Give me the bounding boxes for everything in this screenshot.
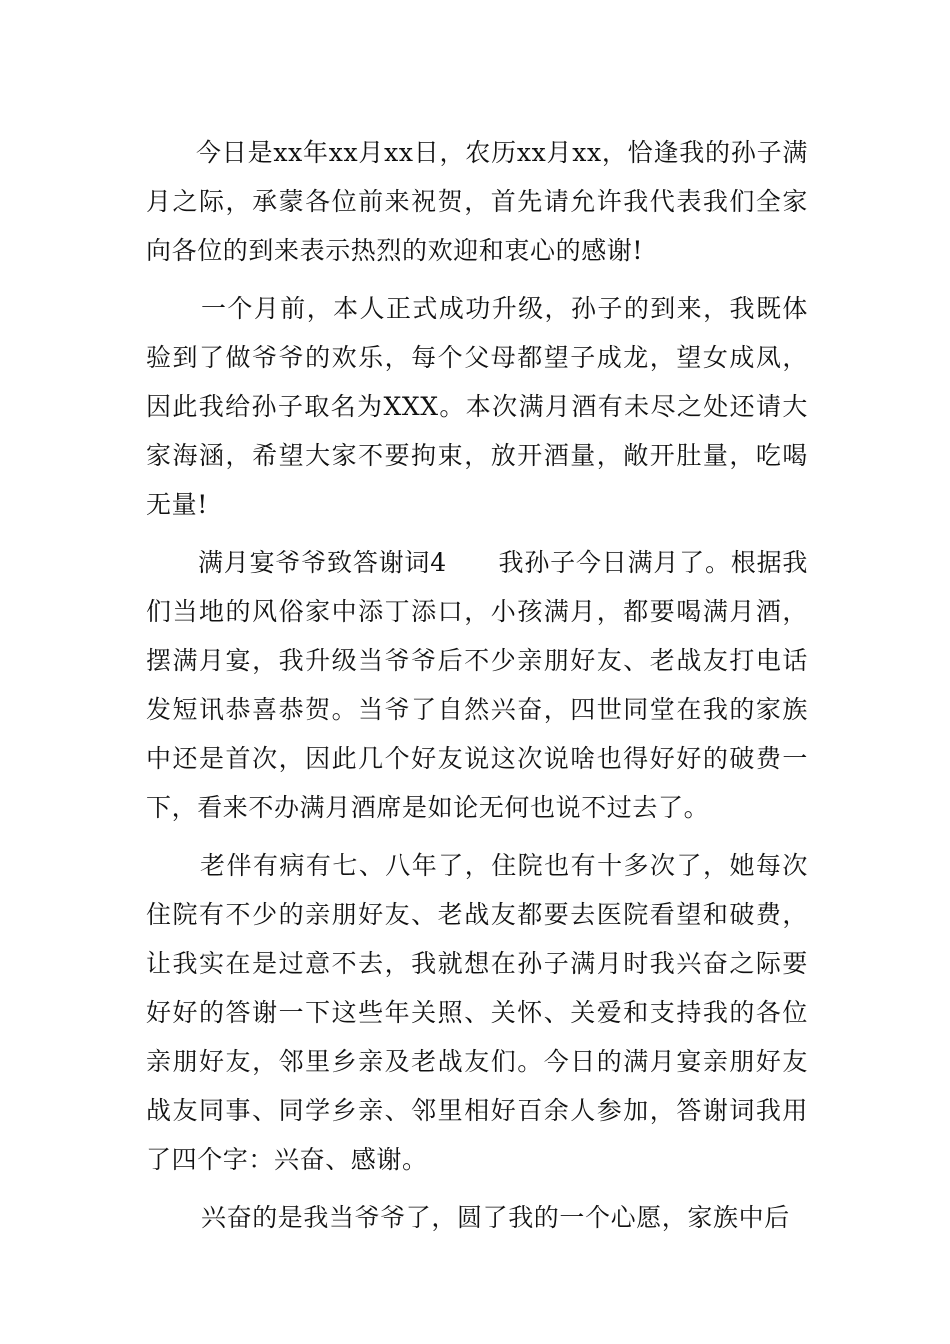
- paragraph-wife-illness: 老伴有病有七、八年了，住院也有十多次了，她每次住院有不少的亲朋好友、老战友都要去医院看望和破费，让我实在是过意不去，我就想在孙子满月时我兴奋之际要好好的答谢一下这些年关照、关怀、关爱和支持我的各位亲朋好友，邻里乡亲及老战友们。今日的满月宴亲朋好友战友同事、同学乡亲、邻里相好百余人参加，答谢词我用了四个字：兴奋、感谢。: [146, 851, 808, 1174]
- paragraph-upgrade: 一个月前，本人正式成功升级，孙子的到来，我既体验到了做爷爷的欢乐，每个父母都望子成龙，望女成凤，因此我给孙子取名为XXX。本次满月酒有未尽之处还请大家海涵，希望大家不要拘束，放开酒量，敞开肚量，吃喝无量!: [146, 294, 808, 519]
- document-body: [146, 128, 808, 1251]
- paragraph-thanks-speech: 满月宴爷爷致答谢词4 我孙子今日满月了。根据我们当地的风俗家中添丁添口，小孩满月，都要喝满月酒，摆满月宴，我升级当爷爷后不少亲朋好友、老战友打电话发短讯恭喜恭贺。当爷了自然兴奋，四世同堂在我的家族中还是首次，因此几个好友说这次说啥也得好好的破费一下，看来不办满月酒席是如论无何也说不过去了。: [146, 548, 808, 822]
- paragraph-excitement: 兴奋的是我当爷爷了，圆了我的一个心愿，家族中后: [201, 1203, 790, 1232]
- paragraph-welcome: 今日是xx年xx月xx日，农历xx月xx，恰逢我的孙子满月之际，承蒙各位前来祝贺，首先请允许我代表我们全家向各位的到来表示热烈的欢迎和衷心的感谢!: [146, 138, 808, 265]
